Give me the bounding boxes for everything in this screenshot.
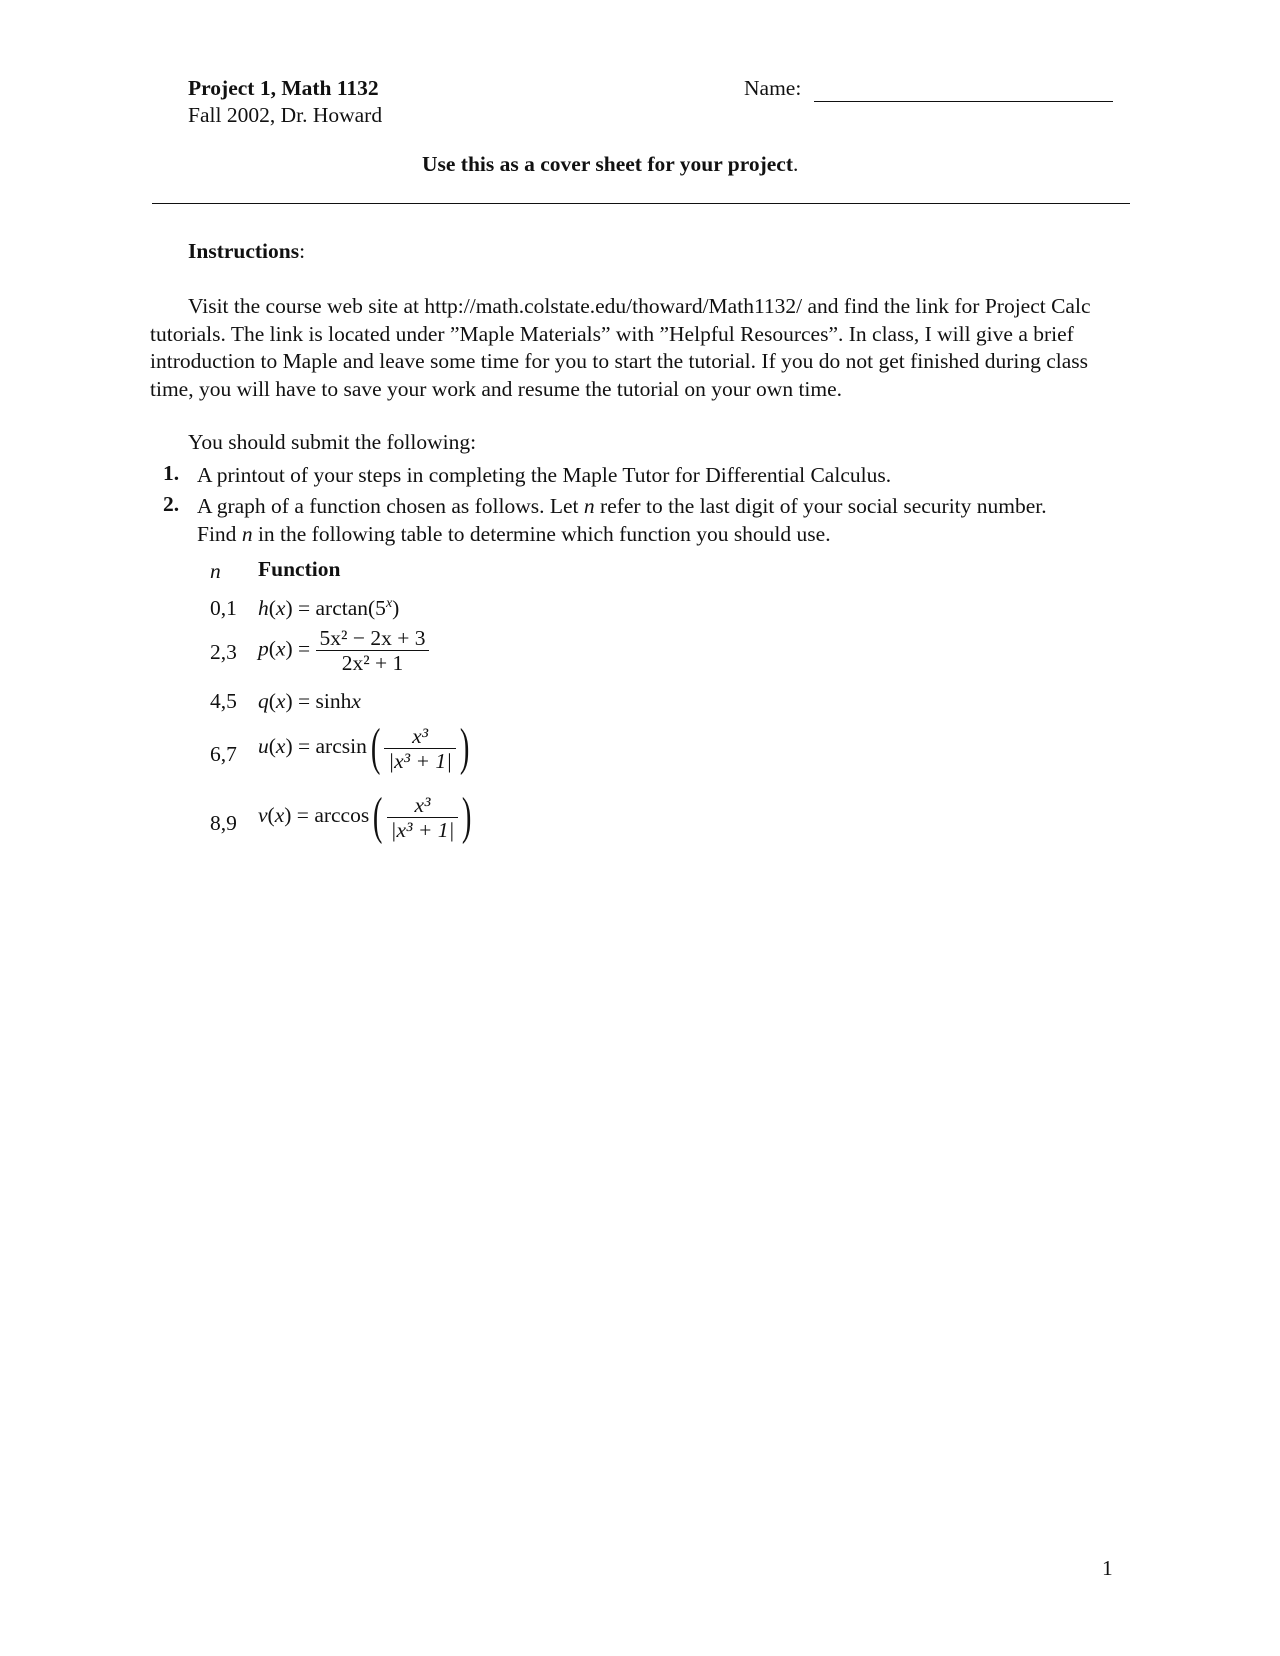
submit-intro: You should submit the following: bbox=[188, 430, 477, 454]
cover-sheet-note: Use this as a cover sheet for your project. bbox=[422, 152, 799, 176]
table-row-function: u(x) = arcsin( $\frac{\text{x³}}{\text{|x³ + 1|}}$ ) bbox=[258, 719, 470, 776]
name-label: Name: bbox=[744, 76, 802, 100]
table-row-n: 4,5 bbox=[210, 689, 237, 713]
table-row-function: q(x) = sinhx bbox=[258, 689, 361, 713]
name-field-line bbox=[814, 101, 1113, 102]
instructions-paragraph: Visit the course web site at http://math.colstate.edu/thoward/Math1132/ and find the link for Project Calc tutorials. The link is located under ”Maple Materials” with ”Helpful Resources”. In class, I will give a brief introduction to Maple and leave some time for you to start the tutorial. If you do not get finished during class time, you will have to save your work and resume the tutorial on your own time. bbox=[150, 294, 1091, 401]
table-row-n: 8,9 bbox=[210, 811, 237, 835]
list-item: A graph of a function chosen as follows. Let n refer to the last digit of your social security number. Find n in the following table to determine which function you should use. bbox=[197, 494, 1047, 546]
table-row-n: 2,3 bbox=[210, 640, 237, 664]
table-row-n: 6,7 bbox=[210, 742, 237, 766]
table-header-function: Function bbox=[258, 557, 341, 581]
header-term: Fall 2002, Dr. Howard bbox=[188, 103, 383, 127]
list-item: A printout of your steps in completing the Maple Tutor for Differential Calculus. bbox=[197, 463, 892, 487]
table-row-n: 0,1 bbox=[210, 596, 237, 620]
instructions-heading: Instructions: bbox=[188, 239, 306, 263]
table-row-function: p(x) = $\frac{\text{5x² − 2x + 3}}{\text{2x² + 1}}$ bbox=[258, 626, 429, 675]
list-item-number: 2. bbox=[163, 492, 180, 516]
list-item-number: 1. bbox=[163, 461, 180, 485]
table-row-function: v(x) = arccos( $\frac{\text{x³}}{\text{|x³ + 1|}}$ ) bbox=[258, 788, 472, 845]
page-number: 1 bbox=[1102, 1556, 1113, 1580]
horizontal-rule bbox=[152, 203, 1130, 204]
table-header-n: n bbox=[210, 559, 221, 583]
header-project-title: Project 1, Math 1132 bbox=[188, 76, 379, 100]
table-row-function: $h(x) = \arctan(5^x)$ bbox=[258, 596, 400, 621]
